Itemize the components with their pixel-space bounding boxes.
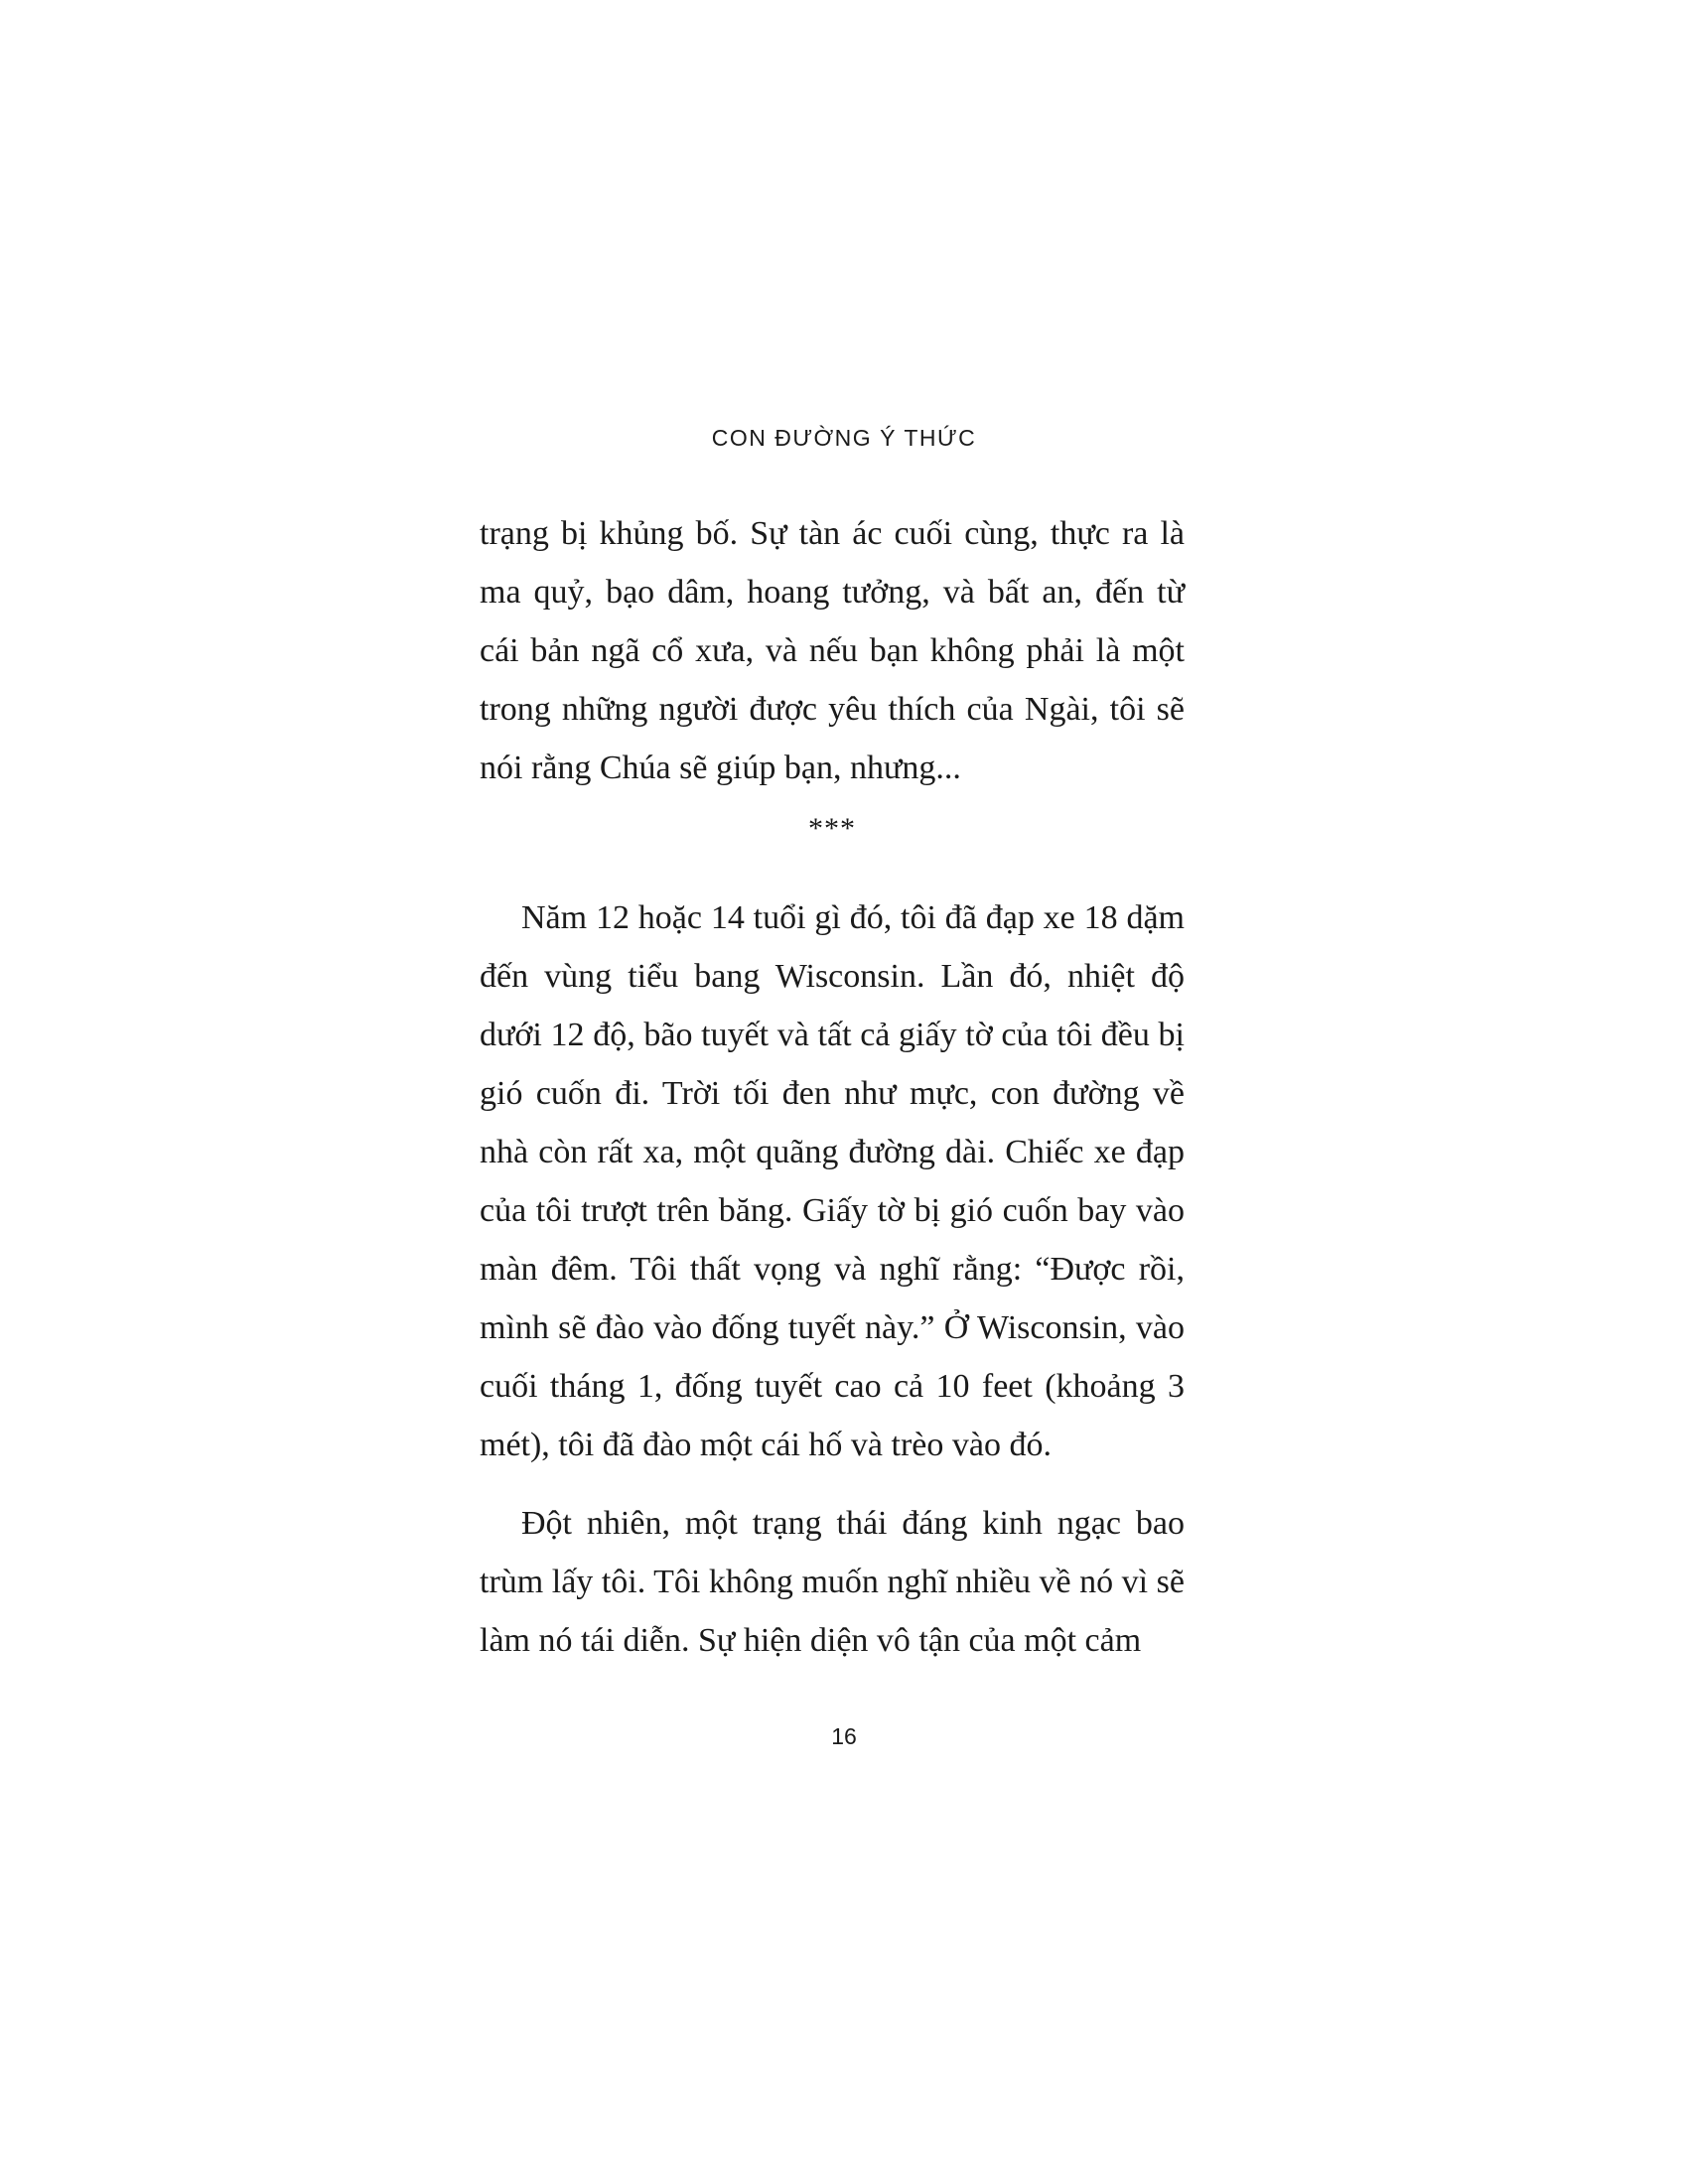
running-header: CON ĐƯỜNG Ý THỨC — [711, 425, 977, 451]
paragraph-continued: trạng bị khủng bố. Sự tàn ác cuối cùng, thực ra là ma quỷ, bạo dâm, hoang tưởng, và bất an, đến từ cái bản ngã cổ xưa, và nếu bạn không phải là một trong những người được yêu thích của Ngài, tôi sẽ nói rằng Chúa sẽ giúp bạn, nhưng... — [480, 515, 1185, 786]
section-separator: *** — [808, 812, 856, 845]
paragraph-wisconsin: Năm 12 hoặc 14 tuổi gì đó, tôi đã đạp xe 18 dặm đến vùng tiểu bang Wisconsin. Lần đó, nhiệt độ dưới 12 độ, bão tuyết và tất cả giấy tờ của tôi đều bị gió cuốn đi. Trời tối đen như mực, con đường về nhà còn rất xa, một quãng đường dài. Chiếc xe đạp của tôi trượt trên băng. Giấy tờ bị gió cuốn bay vào màn đêm. Tôi thất vọng và nghĩ rằng: “Được rồi, mình sẽ đào vào đống tuyết này.” Ở Wisconsin, vào cuối tháng 1, đống tuyết cao cả 10 feet (khoảng 3 mét), tôi đã đào một cái hố và trèo vào đó. — [480, 899, 1185, 1463]
body-text — [480, 504, 1185, 1670]
page-number: 16 — [831, 1723, 857, 1749]
paragraph-sudden-state: Đột nhiên, một trạng thái đáng kinh ngạc bao trùm lấy tôi. Tôi không muốn nghĩ nhiều về nó vì sẽ làm nó tái diễn. Sự hiện diện vô tận của một cảm — [480, 1505, 1185, 1659]
